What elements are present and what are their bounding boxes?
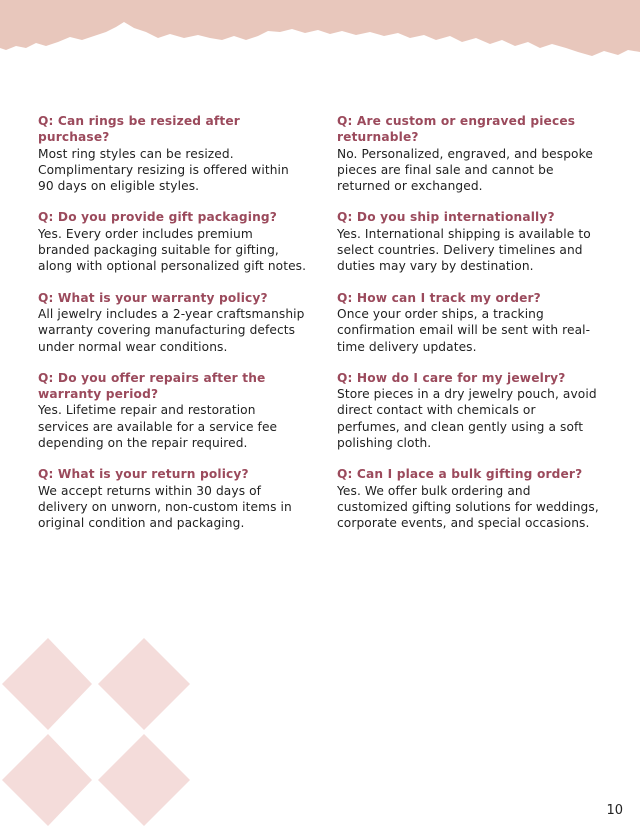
faq-answer: Yes. Every order includes premium branded packaging suitable for gifting, along with optional personalized gift notes. <box>38 226 307 274</box>
faq-question: Q: What is your warranty policy? <box>38 290 268 305</box>
diamond-shape <box>98 638 190 730</box>
faq-question: Q: Are custom or engraved pieces returnable? <box>337 114 576 145</box>
faq-answer: Store pieces in a dry jewelry pouch, avoid direct contact with chemicals or perfumes, and clean gently using a soft polishing cloth. <box>337 387 597 451</box>
faq-item <box>337 290 599 355</box>
faq-question: Q: How do I care for my jewelry? <box>337 370 566 385</box>
faq-answer: All jewelry includes a 2-year craftsmanship warranty covering manufacturing defects under normal wear conditions. <box>38 306 305 354</box>
faq-column-right <box>337 113 599 547</box>
faq-item <box>337 466 599 531</box>
faq-answer: Yes. Lifetime repair and restoration services are available for a service fee depending on the repair required. <box>38 403 278 451</box>
faq-answer: Once your order ships, a tracking confirmation email will be sent with real-time delivery updates. <box>337 306 591 354</box>
faq-answer: Most ring styles can be resized. Complimentary resizing is offered within 90 days on eligible styles. <box>38 146 289 194</box>
faq-question: Q: How can I track my order? <box>337 290 541 305</box>
faq-answer: Yes. International shipping is available to select countries. Delivery timelines and duties may vary by destination. <box>337 226 591 274</box>
faq-question: Q: Do you offer repairs after the warranty period? <box>38 370 266 402</box>
faq-column-left <box>38 113 308 547</box>
faq-question: Q: Do you ship internationally? <box>337 210 555 225</box>
decorative-diamond-pattern <box>0 636 200 828</box>
faq-question: Q: Can I place a bulk gifting order? <box>337 467 583 482</box>
faq-item <box>38 113 308 194</box>
faq-item <box>337 209 599 274</box>
faq-answer: We accept returns within 30 days of delivery on unworn, non-custom items in original condition and packaging. <box>38 483 292 531</box>
faq-answer: No. Personalized, engraved, and bespoke pieces are final sale and cannot be returned or exchanged. <box>337 146 593 194</box>
faq-question: Q: Do you provide gift packaging? <box>38 210 278 225</box>
faq-question: Q: Can rings be resized after purchase? <box>38 114 240 145</box>
diamond-shape <box>2 734 92 826</box>
faq-item <box>38 209 308 274</box>
faq-item <box>337 113 599 194</box>
faq-answer: Yes. We offer bulk ordering and customized gifting solutions for weddings, corporate events, and special occasions. <box>337 483 599 531</box>
faq-item <box>38 290 308 355</box>
faq-item <box>38 370 308 451</box>
diamond-shape <box>2 638 92 730</box>
faq-item <box>38 466 308 531</box>
diamond-shape <box>98 734 190 826</box>
top-torn-paper-border <box>0 0 640 62</box>
faq-question: Q: What is your return policy? <box>38 467 249 482</box>
page-number: 10 <box>606 803 623 818</box>
faq-item <box>337 370 599 451</box>
